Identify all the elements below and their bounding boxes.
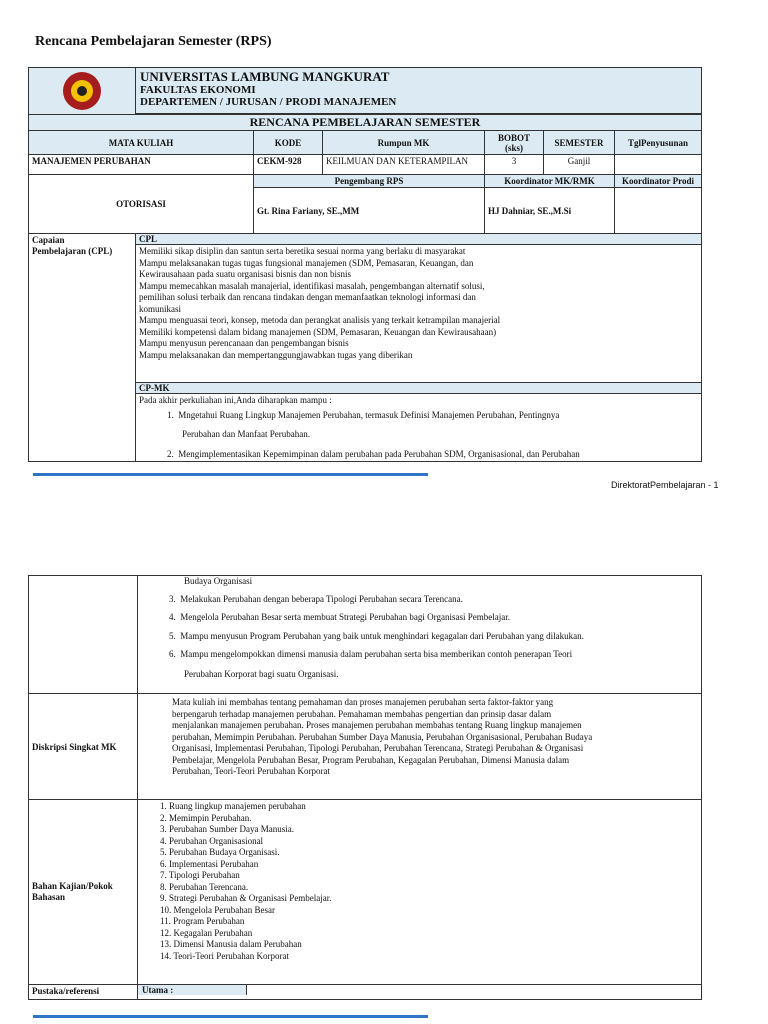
course-rumpun: KEILMUAN DAN KETERAMPILAN [322,155,484,175]
deskripsi-line: Mata kuliah ini membahas tentang pemahaman dan proses manajemen perubahan serta faktor-faktor yang [172,697,554,707]
bahan-list [138,800,702,985]
cpl-line: Mampu melaksanakan dan mempertanggungjawabkan tugas yang diberikan [139,349,413,360]
header-tgl-penyusunan: TglPenyusunan [614,131,701,155]
cpl-line: pemilihan solusi terbaik dan rencana tindakan dengan memanfaatkan teknologi informasi dan [139,292,476,302]
course-code: CEKM-928 [253,155,322,175]
bahan-label [29,800,138,985]
bahan-item: 8. Perubahan Terencana. [160,881,249,892]
cpmk-item-text: Mengelola Perubahan Besar serta membuat Strategi Perubahan bagi Organisasi Pembelajar. [180,612,510,622]
department-name: DEPARTEMEN / JURUSAN / PRODI MANAJEMEN [140,96,397,108]
header-semester: SEMESTER [543,131,614,155]
cpl-line: komunikasi [139,303,181,314]
bahan-item: 11. Program Perubahan [160,916,245,926]
pengembang-label: Pengembang RPS [253,175,484,188]
cpmk-item-num: 5. [169,630,176,641]
header-bobot: BOBOT (sks) [484,131,543,155]
cpmk-item-6-cont: Perubahan Korporat bagi suatu Organisasi. [184,668,339,679]
logo-cell [29,68,136,115]
cpl-line: Mampu menguasai teori, konsep, metoda dan perangkat analisis yang terkait ketrampilan manajerial [139,315,501,325]
bahan-item: 3. Perubahan Sumber Daya Manusia. [160,824,294,834]
cpmk-item-num: 6. [169,649,176,659]
cpl-side-label-1: Capaian [32,235,65,245]
cpmk-item-text: Mampu menyusun Program Perubahan yang baik untuk menghindari kegagalan dari Perubahan yang dilakukan. [180,630,584,641]
institution-cell [136,68,702,114]
cpmk-item-text: Mampu mengelompokkan dimensi manusia dalam perubahan serta bisa memberikan contoh penerapan Teori [180,649,573,659]
cpmk-intro: Pada akhir perkuliahan ini,Anda diharapkan mampu : [139,395,332,405]
rps-title: RENCANA PEMBELAJARAN SEMESTER [29,115,702,131]
deskripsi-text [138,694,702,800]
cpmk-item-2: 2. Mengimplementasikan Kepemimpinan dalam perubahan pada Perubahan SDM, Organisasional, dan Perubahan [167,448,580,459]
university-logo-icon [63,72,101,110]
utama-label: Utama : [138,985,247,995]
cpmk-item-2-text: Mengimplementasikan Kepemimpinan dalam perubahan pada Perubahan SDM, Organisasional, dan Perubahan [178,448,580,459]
rps-continuation-table [28,575,702,1000]
deskripsi-line: menjalankan manajemen perubahan. Proses manajemen perubahan membahas tentang Ruang lingkup manajemen [172,720,582,730]
pengembang-name: Gt. Rina Fariany, SE.,MM [253,188,484,234]
cpmk-list [136,394,702,462]
page-footer: DirektoratPembelajaran - 1 [611,480,719,490]
bahan-item: 12. Kegagalan Perubahan [160,927,253,938]
pustaka-label: Pustaka/referensi [29,985,138,1000]
course-semester: Ganjil [543,155,614,175]
header-mata-kuliah: MATA KULIAH [29,131,254,155]
koordinator-mk-name: HJ Dahniar, SE.,M.Si [484,188,614,234]
bahan-item: 7. Tipologi Perubahan [160,870,240,880]
document-title: Rencana Pembelajaran Semester (RPS) [35,34,272,49]
footer-rule [33,473,428,476]
cpl-line: Memiliki kompetensi dalam bidang manajemen (SDM, Pemasaran, Keuangan dan Kewirausahaan) [139,326,497,337]
deskripsi-line: berpengaruh terhadap manajemen perubahan. Pemahaman membahas pengertian dan prinsip dasar dalam [172,708,552,719]
cpmk-item-4 [141,612,698,624]
pustaka-cell [138,985,702,1000]
cpl-header: CPL [136,234,702,245]
course-tgl [614,155,701,175]
cpmk-item-1: 1. Mngetahui Ruang Lingkup Manajemen Perubahan, termasuk Definisi Manajemen Perubahan, Pentingnya [167,409,560,420]
cpmk-item-text: Melakukan Perubahan dengan beberapa Tipologi Perubahan secara Terencana. [180,593,463,604]
cpl-line: Mampu melaksanakan tugas tugas fungsional manajemen (SDM, Pemasaran, Keuangan, dan [139,257,474,268]
bahan-item: 10. Mengelola Perubahan Besar [160,904,275,915]
deskripsi-line: Pembelajar, Mengelola Perubahan Besar, Program Perubahan, Kegagalan Perubahan, Dimensi Manusia dalam [172,754,570,765]
header-kode: KODE [253,131,322,155]
bahan-item: 6. Implementasi Perubahan [160,858,259,869]
bahan-label-1: Bahan Kajian/Pokok [32,881,113,891]
bahan-item: 13. Dimensi Manusia dalam Perubahan [160,939,302,949]
cpmk-item-num: 3. [169,593,176,604]
cpmk-item-3 [141,594,698,606]
cpmk-cont-list [138,576,702,694]
course-bobot: 3 [484,155,543,175]
cpl-side-label-2: Pembelajaran (CPL) [32,246,113,256]
cpl-line: Mampu menyusun perencanaan dan pengembangan bisnis [139,338,349,348]
header-rumpun: Rumpun MK [322,131,484,155]
cpmk-item-2-cont: Budaya Organisasi [184,576,253,586]
cpl-list [136,245,702,383]
bahan-item: 5. Perubahan Budaya Organisasi. [160,847,280,857]
otorisasi-label: OTORISASI [29,175,254,234]
deskripsi-line: perubahan, Memimpin Perubahan. Perubahan Sumber Daya Manusia, Perubahan Organisasional, Perubahan Budaya [172,731,593,742]
cpmk-item-num: 4. [169,612,176,622]
faculty-name: FAKULTAS EKONOMI [140,84,256,96]
cpmk-header: CP-MK [136,383,702,394]
bahan-item: 14. Teori-Teori Perubahan Korporat [160,950,290,961]
cpl-side-label [29,234,136,462]
koordinator-prodi-label: Koordinator Prodi [614,175,701,188]
bahan-item: 9. Strategi Perubahan & Organisasi Pembelajar. [160,893,332,903]
koordinator-mk-label: Koordinator MK/RMK [484,175,614,188]
footer-rule-2 [33,1015,428,1018]
course-name: MANAJEMEN PERUBAHAN [29,155,254,175]
cpmk-side-cell [29,576,138,694]
bahan-item: 4. Perubahan Organisasional [160,835,264,846]
bahan-label-2: Bahasan [32,892,66,902]
rps-header-table [28,67,702,462]
bahan-item: 2. Memimpin Perubahan. [160,812,252,823]
university-name: UNIVERSITAS LAMBUNG MANGKURAT [140,69,390,84]
cpl-line: Mampu memecahkan masalah manajerial, identifikasi masalah, pengembangan alternatif solusi, [139,280,485,291]
bahan-item: 1. Ruang lingkup manajemen perubahan [160,801,306,811]
deskripsi-label: Diskripsi Singkat MK [29,694,138,800]
deskripsi-line: Perubahan, Teori-Teori Perubahan Korporat [172,766,331,776]
cpl-line: Kewirausahaan pada suatu organisasi bisnis dan non bisnis [139,269,352,279]
cpmk-item-5 [141,631,698,643]
cpmk-item-1-text: Mngetahui Ruang Lingkup Manajemen Perubahan, termasuk Definisi Manajemen Perubahan, Pentingnya [178,409,560,420]
cpmk-item-1-cont: Perubahan dan Manfaat Perubahan. [182,429,310,439]
deskripsi-line: Organisasi, Implementasi Perubahan, Tipologi Perubahan, Perubahan Terencana, Strategi Perubahan & Organisasi [172,743,584,753]
cpl-line: Memiliki sikap disiplin dan santun serta beretika sesuai norma yang berlaku di masyarakat [139,246,466,256]
koordinator-prodi-name [614,188,701,234]
cpmk-item-6 [141,649,698,661]
